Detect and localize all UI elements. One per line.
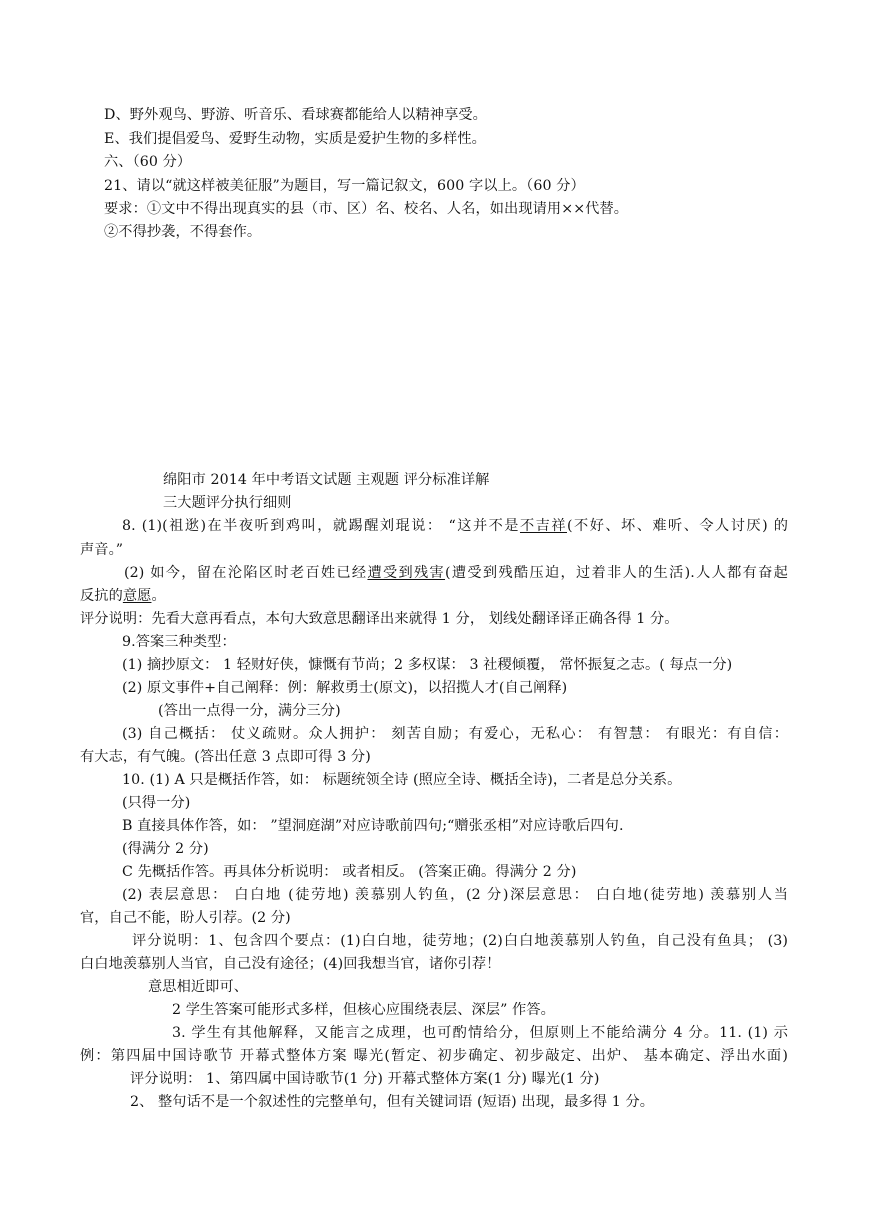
q10-1-c: C 先概括作答。再具体分析说明： 或者相反。 (答案正确。得满分 2 分): [122, 864, 577, 880]
section-six-heading: 六、（60 分）: [104, 154, 192, 170]
q9-heading: 9.答案三种类型：: [122, 634, 236, 650]
q9-type-3-line1: (3) 自己概括： 仗义疏财。众人拥护： 刻苦自励；有爱心，无私心： 有智慧： 有眼光：有自信：: [122, 726, 788, 742]
q10-note-line1: 评分说明：1、包含四个要点：(1)白白地，徒劳地；(2)白白地羡慕别人钓鱼，自己没有鱼具； (3): [132, 933, 788, 949]
q8-scoring-note: 评分说明：先看大意再看点，本句大致意思翻译出来就得 1 分， 划线处翻译译正确各得 1 分。: [80, 611, 679, 627]
underlined-phrase: 意愿: [122, 588, 152, 604]
option-d: D、野外观鸟、野游、听音乐、看球赛都能给人以精神享受。: [104, 107, 487, 123]
q10-2-line2: 官，自己不能，盼人引荐。(2 分): [80, 910, 291, 926]
q10-note-line5: 3. 学生有其他解释，又能言之成理，也可酌情给分，但原则上不能给满分 4 分。11. (1) 示: [172, 1025, 788, 1041]
q8-1-line1: 8. (1)(祖逖)在半夜听到鸡叫，就踢醒刘琨说： “这并不是不吉祥(不好、坏、难听、令人讨厌) 的: [122, 518, 788, 534]
underlined-phrase: 遭受到残害: [367, 565, 446, 581]
q10-1-a: 10. (1) A 只是概括作答，如： 标题统领全诗 (照应全诗、概括全诗)，二者是总分关系。: [122, 772, 682, 788]
underlined-phrase: 不吉祥: [519, 518, 567, 534]
grading-subtitle: 三大题评分执行细则: [163, 495, 292, 511]
q9-type-2: (2) 原文事件+自己阐释：例：解救勇士(原文)，以招揽人才(自己阐释): [122, 680, 568, 696]
q10-note-line3: 意思相近即可、: [148, 979, 249, 995]
q9-type-1: (1) 摘抄原文： 1 轻财好侠，慷慨有节尚；2 多权谋： 3 社稷倾覆， 常怀振复之志。( 每点一分): [122, 657, 733, 673]
q10-note-line4: 2 学生答案可能形式多样，但核心应围绕表层、深层” 作答。: [172, 1002, 555, 1018]
q9-type-3-line2: 有大志，有气魄。(答出任意 3 点即可得 3 分): [80, 749, 371, 765]
requirement-2: ②不得抄袭，不得套作。: [104, 224, 262, 240]
q10-1-b-note: (得满分 2 分): [122, 841, 209, 857]
q11-note-2: 2、 整句话不是一个叙述性的完整单句，但有关键词语 (短语) 出现，最多得 1 分。: [130, 1094, 655, 1110]
q8-1-line2: 声音。”: [80, 542, 124, 558]
q10-2-line1: (2) 表层意思： 白白地 (徒劳地) 羡慕别人钓鱼，(2 分)深层意思： 白白地(徒劳地) 羡慕别人当: [122, 887, 788, 903]
q10-note-line2: 白白地羡慕别人当官，自己没有途径；(4)回我想当官，诸你引荐！: [80, 956, 501, 972]
q10-1-a-note: (只得一分): [122, 795, 191, 811]
q11-example: 例：第四届中国诗歌节 开幕式整体方案 曝光(暂定、初步确定、初步敲定、出炉、 基本确定、浮出水面): [80, 1048, 788, 1064]
requirement-1: 要求：①文中不得出现真实的县（市、区）名、校名、人名，如出现请用××代替。: [104, 201, 629, 217]
option-e: E、我们提倡爱鸟、爱野生动物，实质是爱护生物的多样性。: [104, 131, 486, 147]
q8-2-line1: (2) 如今，留在沦陷区时老百姓已经遭受到残害(遭受到残酷压迫，过着非人的生活).人人都有奋起: [124, 565, 788, 581]
q9-type-2-note: (答出一点得一分，满分三分): [158, 703, 341, 719]
grading-title: 绵阳市 2014 年中考语文试题 主观题 评分标准详解: [163, 472, 490, 488]
q10-1-b: B 直接具体作答，如： ”望洞庭湖”对应诗歌前四句;“赠张丞相”对应诗歌后四句.: [122, 818, 624, 834]
q11-scoring-note: 评分说明： 1、第四属中国诗歌节(1 分) 开幕式整体方案(1 分) 曝光(1 分): [130, 1071, 600, 1087]
q8-2-line2: 反抗的意愿。: [80, 588, 166, 604]
question-21: 21、请以“就这样被美征服”为题目，写一篇记叙文，600 字以上。（60 分）: [104, 178, 585, 194]
